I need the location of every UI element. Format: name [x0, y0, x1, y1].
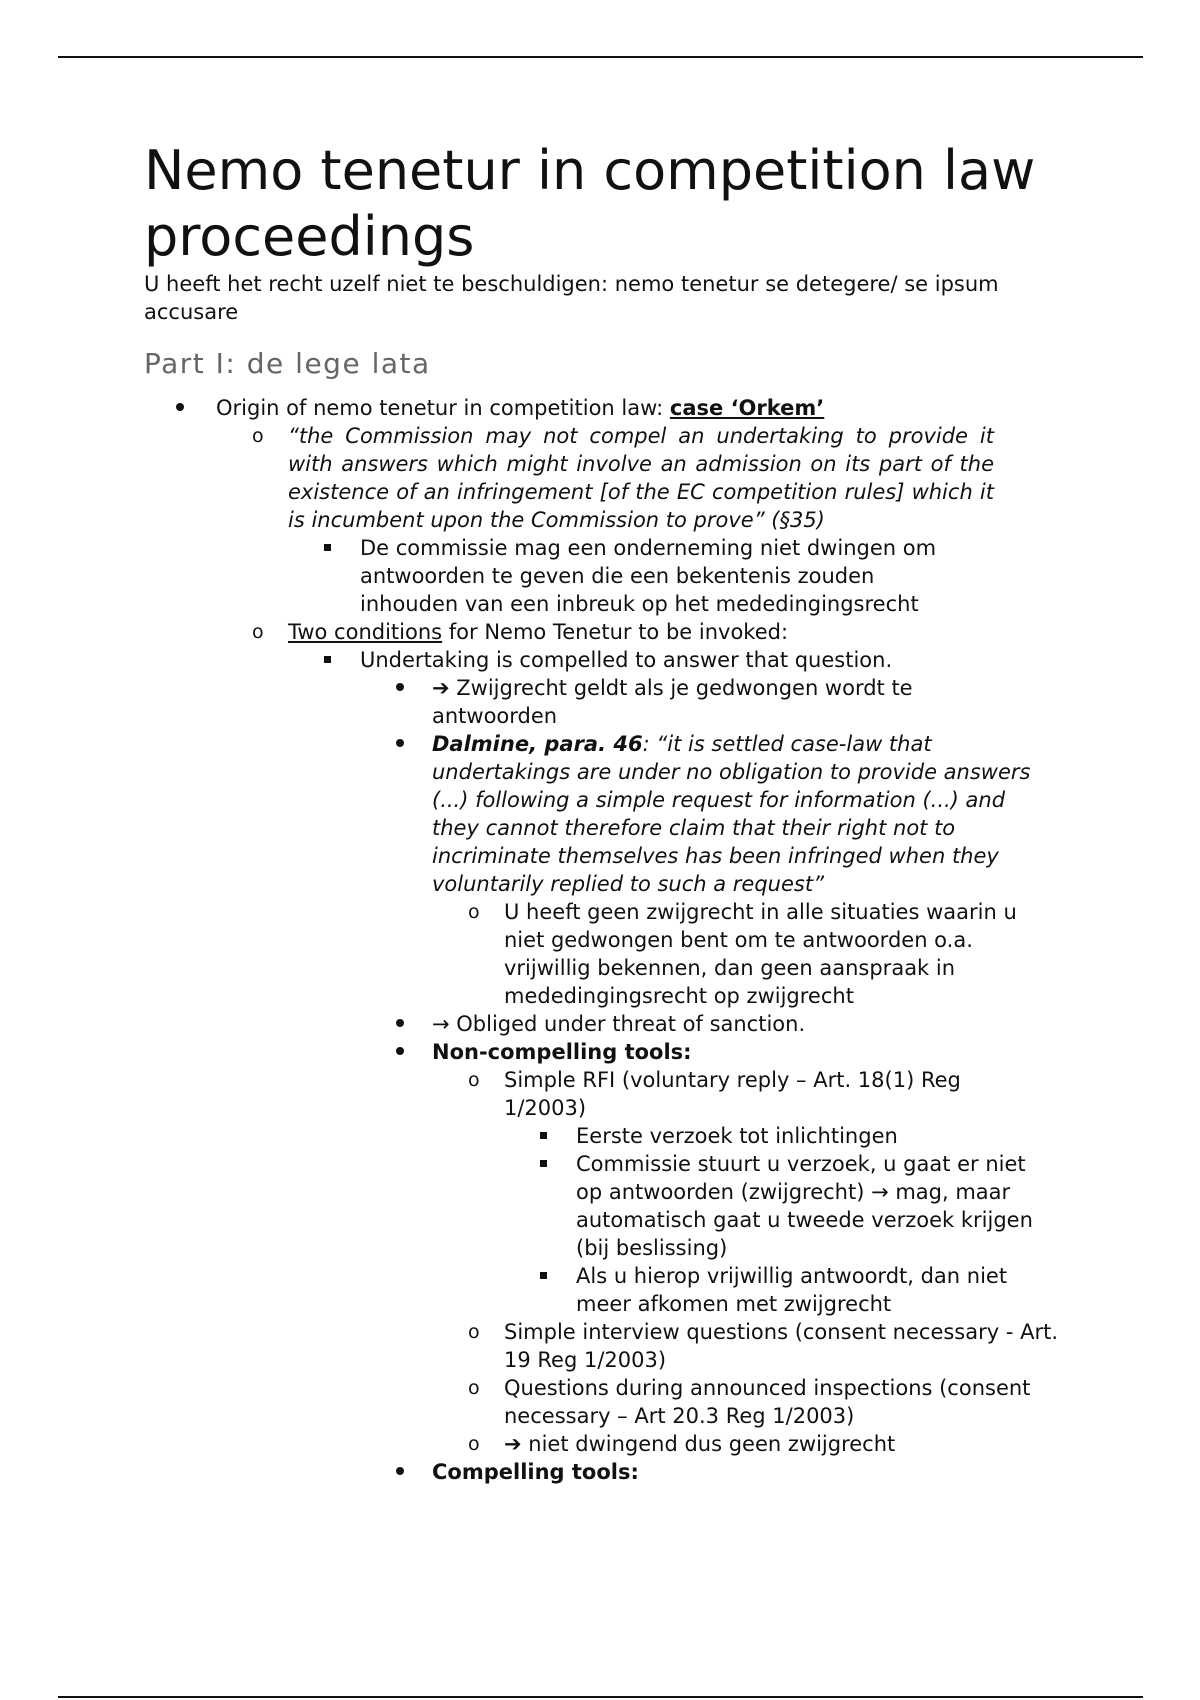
- bullet-circle: o: [252, 425, 264, 447]
- header-rule: [58, 56, 1143, 58]
- arrow-icon: ➔: [432, 676, 450, 700]
- list-item-orkem-quote: o “the Commission may not compel an undertaking to provide it with answers which might involve an admission on its part of the existence of an infringement [of the EC competition rules] which it is incumbent upon the Commission to prove” (§35): [252, 424, 994, 532]
- bullet-square: [540, 1122, 570, 1150]
- dalmine-reference: Dalmine, para. 46: [432, 732, 643, 756]
- footer-rule: [58, 1696, 1143, 1698]
- bullet-circle: o: [468, 901, 480, 923]
- list-item-two-conditions: o Two conditions for Nemo Tenetur to be invoked:: [252, 620, 789, 644]
- bullet-dot: [176, 394, 206, 422]
- case-orkem-link: case ‘Orkem’: [669, 396, 825, 420]
- list-item-condition-2: → Obliged under threat of sanction.: [432, 1010, 1064, 1038]
- list-item-condition-1: Undertaking is compelled to answer that question.: [360, 646, 1064, 674]
- bullet-square: [540, 1150, 570, 1178]
- list-item-origin: Origin of nemo tenetur in competition law: case ‘Orkem’: [216, 394, 1064, 422]
- bullet-circle: o: [468, 1069, 480, 1091]
- document-body: [144, 138, 1064, 1486]
- list-item-rfi-note-1: Eerste verzoek tot inlichtingen: [576, 1122, 1056, 1150]
- list-item-simple-rfi: o Simple RFI (voluntary reply – Art. 18(1) Reg 1/2003): [468, 1068, 961, 1120]
- bullet-dot: [396, 1010, 426, 1038]
- bullet-circle: o: [468, 1377, 480, 1399]
- bullet-dot: [396, 1458, 426, 1486]
- bullet-dot: [396, 1038, 426, 1066]
- list-item-dalmine: Dalmine, para. 46: “it is settled case-law that undertakings are under no obligation to provide answers (...) following a simple request for information (...) and they cannot therefore claim that their right not to incriminate themselves has been infringed when they voluntarily replied to such a request”: [432, 730, 1052, 898]
- bullet-dot: [396, 674, 426, 702]
- list-item-inspections: o Questions during announced inspections (consent necessary – Art 20.3 Reg 1/2003): [468, 1376, 1031, 1428]
- list-item-rfi-note-3: Als u hierop vrijwillig antwoordt, dan niet meer afkomen met zwijgrecht: [576, 1262, 1056, 1318]
- bullet-circle: o: [468, 1433, 480, 1455]
- bullet-circle: o: [468, 1321, 480, 1343]
- page-title: Nemo tenetur in competition law proceedings: [144, 139, 1036, 268]
- subtitle: U heeft het recht uzelf niet te beschuldigen: nemo tenetur se detegere/ se ipsum accusare: [144, 272, 999, 324]
- bullet-circle: o: [252, 621, 264, 643]
- list-item-non-compelling-heading: Non-compelling tools:: [432, 1038, 1064, 1066]
- bullet-square: [324, 534, 354, 562]
- bullet-dot: [396, 730, 426, 758]
- list-item-rfi-note-2: Commissie stuurt u verzoek, u gaat er niet op antwoorden (zwijgrecht) → mag, maar automatisch gaat u tweede verzoek krijgen (bij beslissing): [576, 1150, 1056, 1262]
- list-item-non-compelling-conclusion: o ➔ niet dwingend dus geen zwijgrecht: [468, 1432, 896, 1456]
- bullet-square: [540, 1262, 570, 1290]
- bullet-square: [324, 646, 354, 674]
- arrow-icon: ➔: [504, 1432, 522, 1456]
- list-item-orkem-translation: De commissie mag een onderneming niet dwingen om antwoorden te geven die een bekentenis zouden inhouden van een inbreuk op het mededingingsrecht: [360, 534, 970, 618]
- part-heading: Part I: de lege lata: [144, 347, 431, 380]
- list-item-interview: o Simple interview questions (consent necessary - Art. 19 Reg 1/2003): [468, 1320, 1059, 1372]
- list-item-compelling-heading: Compelling tools:: [432, 1458, 1064, 1486]
- list-item-condition-1-note: ➔ Zwijgrecht geldt als je gedwongen wordt te antwoorden: [432, 674, 952, 730]
- list-item-dalmine-note: o U heeft geen zwijgrecht in alle situaties waarin u niet gedwongen bent om te antwoorden o.a. vrijwillig bekennen, dan geen aanspraak in mededingingsrecht op zwijgrecht: [468, 900, 1017, 1008]
